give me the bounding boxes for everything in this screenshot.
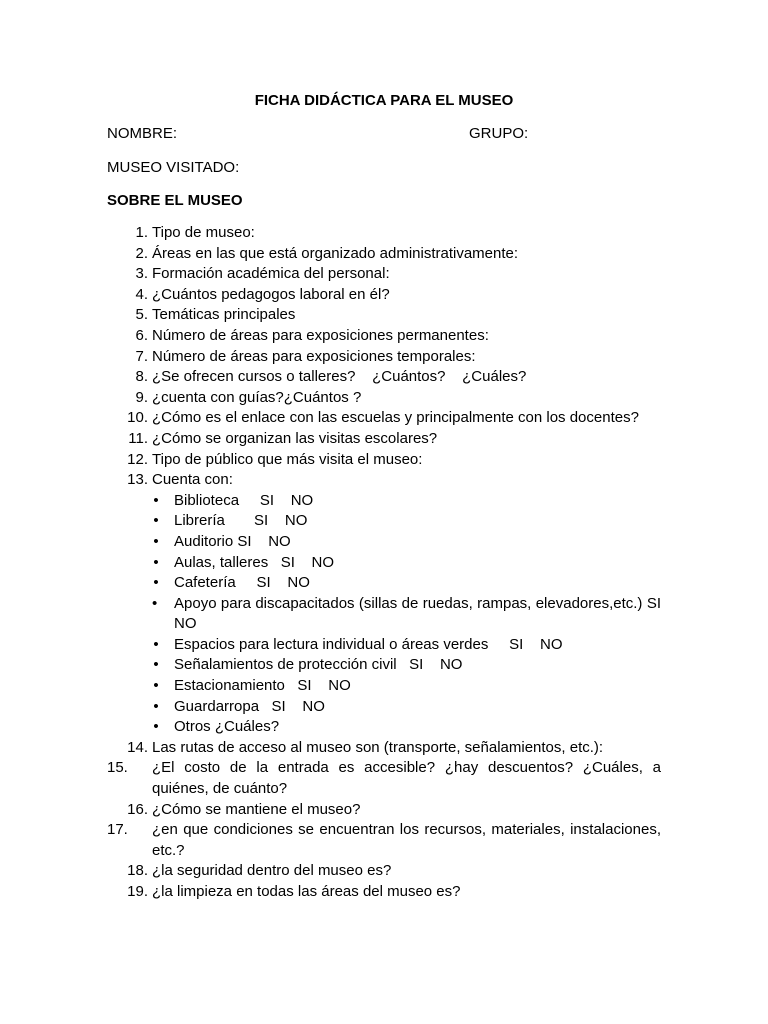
question-item — [107, 244, 661, 265]
cuenta-con-text: Aulas, talleres SI NO — [174, 553, 335, 571]
question-text: Cuenta con: — [152, 471, 233, 489]
question-item — [107, 285, 661, 306]
question-number: 17. — [107, 821, 128, 839]
question-number: 11. — [128, 429, 148, 447]
questions-list — [107, 223, 678, 903]
cuenta-con-list — [152, 491, 678, 738]
cuenta-con-item — [152, 573, 661, 594]
cuenta-con-item — [152, 532, 661, 553]
question-number: 2. — [135, 244, 148, 262]
question-text: ¿Cuántos pedagogos laboral en él? — [152, 285, 390, 303]
question-number: 16. — [127, 800, 148, 818]
question-text: ¿El costo de la entrada es accesible? ¿hay descuentos? ¿Cuáles, a quiénes, de cuánto? — [152, 759, 661, 798]
question-item — [107, 347, 661, 368]
question-item — [107, 264, 661, 285]
question-item — [107, 800, 661, 821]
question-number: 6. — [135, 326, 148, 344]
bullet-icon: • — [153, 635, 159, 653]
question-text: Tipo de público que más visita el museo: — [152, 450, 423, 468]
question-item — [107, 326, 661, 347]
question-text: ¿Cómo se organizan las visitas escolares? — [152, 429, 438, 447]
question-text: Temáticas principales — [152, 306, 296, 324]
cuenta-con-item — [152, 594, 678, 635]
museo-visitado-field-label: MUSEO VISITADO: — [107, 159, 240, 176]
cuenta-con-item — [152, 491, 661, 512]
cuenta-con-text: Señalamientos de protección civil SI NO — [174, 656, 463, 674]
section-heading: SOBRE EL MUSEO — [107, 192, 243, 209]
cuenta-con-text: Apoyo para discapacitados (sillas de ruedas, rampas, elevadores,etc.) SI NO — [174, 594, 678, 633]
question-number: 8. — [135, 368, 148, 386]
question-number: 3. — [135, 265, 148, 283]
question-number: 15. — [107, 759, 128, 777]
cuenta-con-item — [152, 676, 661, 697]
cuenta-con-item — [152, 635, 661, 656]
question-text: Formación académica del personal: — [152, 265, 390, 283]
cuenta-con-item — [152, 655, 661, 676]
question-number: 19. — [127, 883, 148, 900]
cuenta-con-text: Otros ¿Cuáles? — [174, 718, 280, 736]
question-item — [107, 450, 661, 471]
question-text: Áreas en las que está organizado administrativamente: — [152, 244, 519, 262]
bullet-icon: • — [153, 532, 159, 550]
question-number: 12. — [127, 450, 148, 468]
cuenta-con-item — [152, 511, 661, 532]
bullet-icon: • — [153, 553, 159, 571]
question-text: ¿Se ofrecen cursos o talleres? ¿Cuántos? ¿Cuáles? — [152, 368, 527, 386]
bullet-icon: • — [153, 574, 159, 592]
cuenta-con-text: Guardarropa SI NO — [174, 697, 325, 715]
question-number: 5. — [135, 306, 148, 324]
cuenta-con-item — [152, 553, 661, 574]
question-text: Número de áreas para exposiciones permanentes: — [152, 326, 489, 344]
grupo-field-label: GRUPO: — [469, 125, 529, 142]
question-number: 9. — [135, 388, 148, 406]
question-item — [107, 470, 678, 738]
question-item — [107, 305, 661, 326]
question-item — [107, 882, 661, 903]
question-item — [107, 408, 661, 429]
question-text: ¿la limpieza en todas las áreas del museo es? — [152, 883, 461, 900]
question-number: 4. — [135, 285, 148, 303]
document-title: FICHA DIDÁCTICA PARA EL MUSEO — [254, 92, 514, 109]
question-number: 1. — [135, 224, 148, 241]
question-text: ¿Cómo se mantiene el museo? — [152, 800, 361, 818]
cuenta-con-text: Estacionamiento SI NO — [174, 677, 351, 695]
question-number: 10. — [127, 409, 148, 427]
bullet-icon: • — [153, 718, 159, 736]
bullet-icon: • — [153, 512, 159, 530]
question-item — [107, 738, 661, 759]
cuenta-con-text: Biblioteca SI NO — [174, 491, 314, 509]
nombre-field-label: NOMBRE: — [107, 125, 178, 142]
question-text: ¿la seguridad dentro del museo es? — [152, 862, 392, 880]
question-text: Tipo de museo: — [152, 224, 255, 241]
question-text: ¿en que condiciones se encuentran los recursos, materiales, instalaciones, etc.? — [152, 821, 661, 859]
question-text: Número de áreas para exposiciones temporales: — [152, 347, 476, 365]
cuenta-con-item — [152, 697, 661, 718]
question-number: 18. — [127, 862, 148, 880]
question-number: 14. — [127, 738, 148, 756]
cuenta-con-item — [152, 717, 661, 738]
bullet-icon: • — [153, 677, 159, 695]
cuenta-con-text: Auditorio SI NO — [174, 532, 291, 550]
question-number: 7. — [135, 347, 148, 365]
question-item — [107, 820, 661, 861]
question-item — [107, 367, 661, 388]
bullet-icon: • — [153, 697, 159, 715]
bullet-icon: • — [152, 594, 158, 612]
bullet-icon: • — [153, 656, 159, 674]
question-item — [107, 758, 661, 799]
question-item — [107, 388, 661, 409]
question-text: ¿cuenta con guías?¿Cuántos ? — [152, 388, 362, 406]
cuenta-con-text: Librería SI NO — [174, 512, 308, 530]
cuenta-con-text: Espacios para lectura individual o áreas verdes SI NO — [174, 635, 563, 653]
question-item — [107, 223, 661, 244]
cuenta-con-text: Cafetería SI NO — [174, 574, 310, 592]
question-text: ¿Cómo es el enlace con las escuelas y principalmente con los docentes? — [152, 409, 639, 427]
question-number: 13. — [127, 471, 148, 489]
question-item — [107, 861, 661, 882]
bullet-icon: • — [153, 491, 159, 509]
question-item — [107, 429, 661, 450]
question-text: Las rutas de acceso al museo son (transporte, señalamientos, etc.): — [152, 738, 604, 756]
